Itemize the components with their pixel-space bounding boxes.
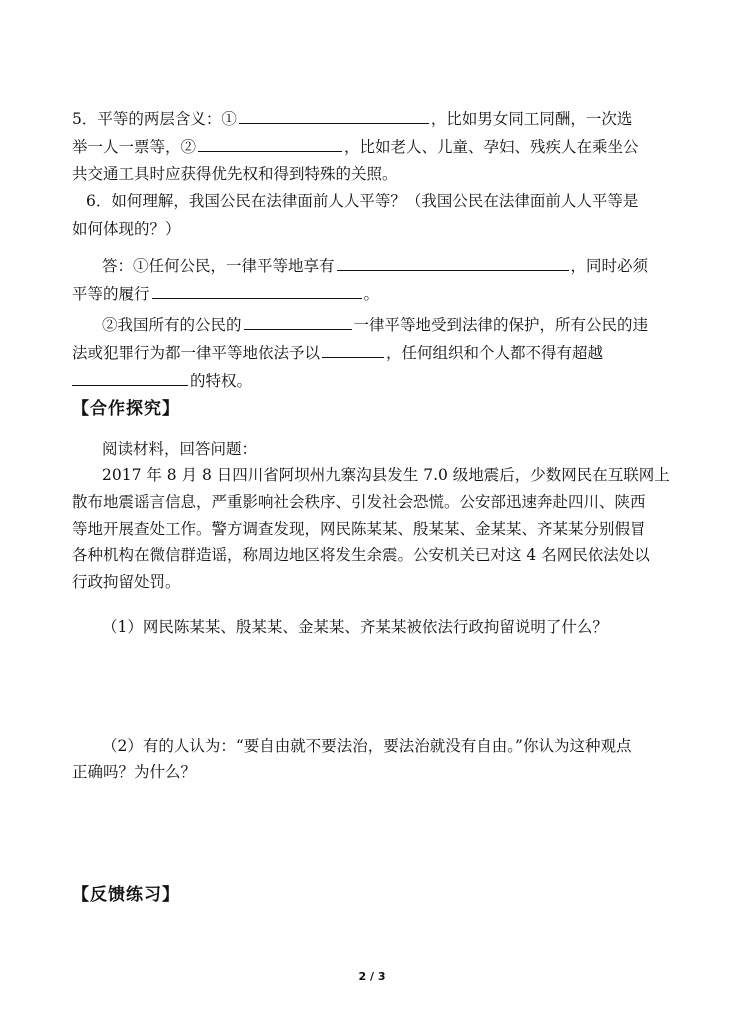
answer-blank[interactable] (244, 314, 352, 330)
page-number: 2 / 3 (358, 970, 386, 983)
q5-line-3 (72, 164, 674, 184)
material-intro: 阅读材料，回答问题： (102, 440, 258, 458)
answer-blank[interactable] (72, 370, 188, 386)
q6-text: 答：①任何公民，一律平等地享有 (102, 257, 335, 275)
q6-line-2 (72, 219, 674, 239)
q5-text: 举一人一票等，② (72, 138, 197, 156)
material-question-2-cont: 正确吗？为什么？ (72, 763, 197, 781)
material-paragraph-line: 行政拘留处罚。 (72, 573, 181, 591)
q6-line-1 (86, 191, 674, 211)
answer-blank[interactable] (322, 342, 384, 358)
q6-answer-line-3 (102, 314, 674, 335)
answer-blank[interactable] (239, 108, 429, 124)
q6-answer-line-5 (72, 370, 674, 391)
q6-text: 平等的履行 (72, 285, 150, 303)
q6-text: 如何体现的？） (72, 220, 181, 238)
q5-text: ，比如男女同工同酬，一次选 (430, 110, 633, 128)
material-question-1: （1）网民陈某某、殷某某、金某某、齐某某被依法行政拘留说明了什么？ (102, 618, 608, 636)
q6-text: 的特权。 (190, 372, 253, 390)
q6-text: 。 (363, 285, 380, 303)
q6-text: ，同时必须 (570, 257, 649, 275)
q5-line-2 (72, 136, 674, 157)
section-heading-feedback: 【反馈练习】 (72, 885, 180, 905)
material-paragraph-line: 2017 年 8 月 8 日四川省阿坝州九寨沟县发生 7.0 级地震后，少数网民在互联网上 (102, 466, 670, 484)
material-paragraph-line: 各种机构在微信群造谣，称周边地区将发生余震。公安机关已对这 4 名网民依法处以 (72, 546, 650, 564)
material-paragraph-line: 散布地震谣言信息，严重影响社会秩序、引发社会恐慌。公安部迅速奔赴四川、陕西 (72, 493, 646, 511)
q6-text: 法或犯罪行为都一律平等地依法予以 (72, 344, 321, 362)
answer-blank[interactable] (198, 136, 342, 152)
q5-text: 5．平等的两层含义：① (72, 110, 237, 128)
q6-text: 一律平等地受到法律的保护，所有公民的违 (353, 316, 649, 334)
answer-blank[interactable] (337, 255, 569, 271)
section-heading-cooperative: 【合作探究】 (72, 399, 180, 419)
q6-answer-line-1 (102, 255, 674, 276)
material-paragraph-line: 等地开展查处工作。警方调查发现，网民陈某某、殷某某、金某某、齐某某分别假冒 (72, 520, 646, 538)
q5-line-1 (72, 108, 674, 129)
q5-text: ，比如老人、儿童、孕妇、残疾人在乘坐公 (344, 138, 639, 156)
material-question-2: （2）有的人认为：“要自由就不要法治，要法治就没有自由。”你认为这种观点 (102, 737, 632, 755)
q5-text: 共交通工具时应获得优先权和得到特殊的关照。 (72, 165, 398, 183)
q6-answer-line-4 (72, 342, 674, 363)
answer-blank[interactable] (152, 283, 362, 299)
q6-text: ，任何组织和个人都不得有超越 (386, 344, 604, 362)
q6-answer-line-2 (72, 283, 674, 304)
q6-text: 6．如何理解，我国公民在法律面前人人平等？（我国公民在法律面前人人平等是 (86, 192, 639, 210)
q6-text: ②我国所有的公民的 (102, 316, 242, 334)
